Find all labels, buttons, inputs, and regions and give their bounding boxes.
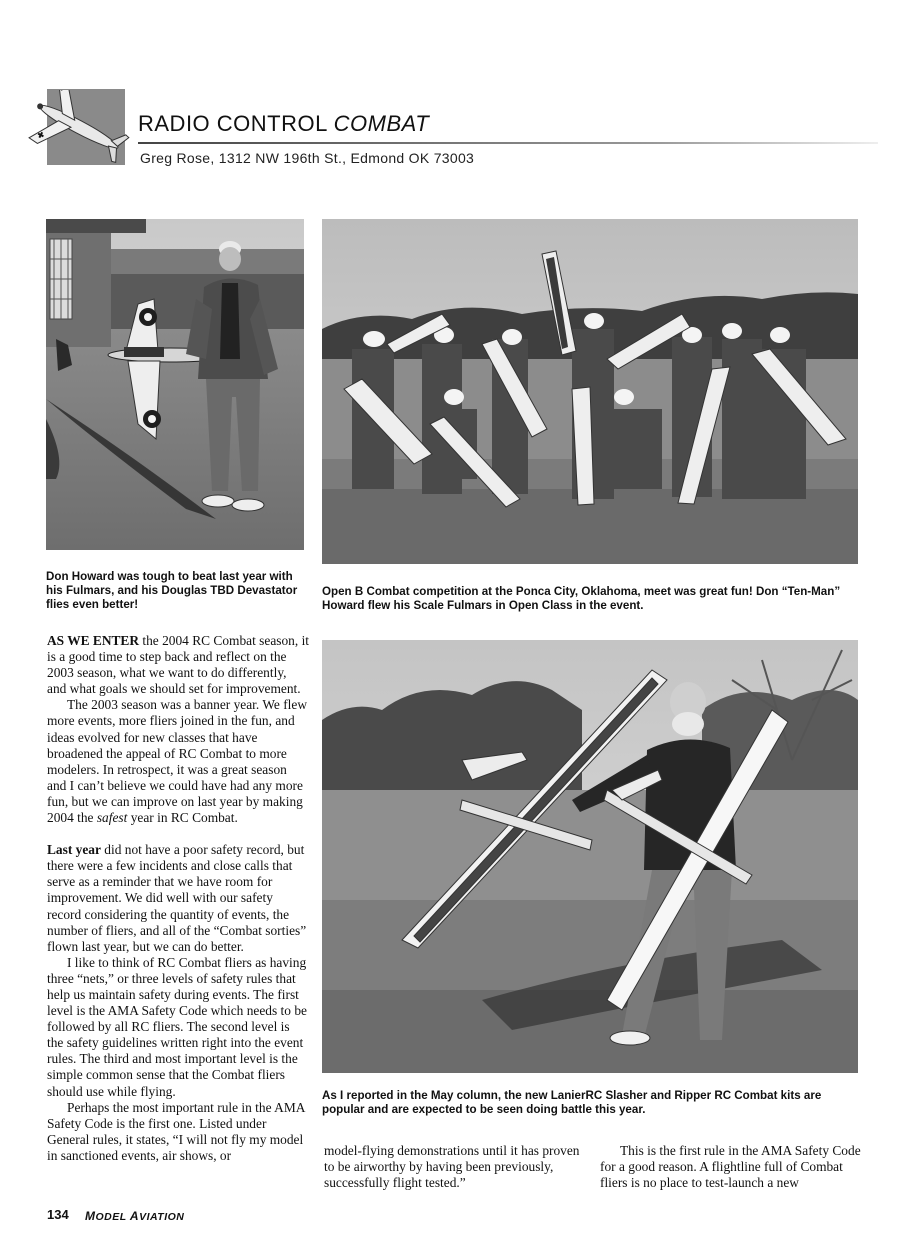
caption-photo-3: As I reported in the May column, the new LanierRC Slasher and Ripper RC Combat kits are popular and are expected to be seen doing battle this year. <box>322 1089 822 1116</box>
header-rule <box>138 142 878 144</box>
article-column-2 <box>324 1143 586 1191</box>
article-column-3 <box>600 1143 862 1191</box>
article-column-3-text: This is the first rule in the AMA Safety Code for a good reason. A flightline full of Combat fliers is no place to test-launch a new <box>600 1143 861 1191</box>
article-paragraph-5: Perhaps the most important rule in the AMA Safety Code is the first one. Listed under General rules, it states, “I will not fly my model in sanctioned events, air shows, or <box>47 1099 305 1163</box>
column-title-italic: COMBAT <box>333 111 430 136</box>
column-title-regular: RADIO CONTROL <box>138 111 328 136</box>
photo-ponca-city-group <box>322 219 858 564</box>
photo-don-howard-fulmar <box>46 219 304 550</box>
paragraph-2-text-b: year in RC Combat. <box>127 810 238 826</box>
magazine-name-m: M <box>85 1209 96 1223</box>
caption-photo-2: Open B Combat competition at the Ponca City, Oklahoma, meet was great fun! Don “Ten-Man” Howard flew his Scale Fulmars in Open Class in the event. <box>322 585 841 612</box>
article-paragraph-4: I like to think of RC Combat fliers as having three “nets,” or three levels of safety rules that help us maintain safety during events. The first level is the AMA Safety Code which needs to be followed by all RC fliers. The second level is the safety guidelines written right into the event rules. The third and most important level is the simple common sense that the Combat fliers should use while flying. <box>47 954 307 1099</box>
lead-in-last-year: Last year <box>47 842 101 858</box>
magazine-name-odel: ODEL <box>95 1211 127 1223</box>
magazine-name-viation: VIATION <box>139 1211 185 1223</box>
caption-photo-1: Don Howard was tough to beat last year with his Fulmars, and his Douglas TBD Devastator flies even better! <box>46 570 298 611</box>
article-column-1 <box>47 633 309 1164</box>
author-byline: Greg Rose, 1312 NW 196th St., Edmond OK 73003 <box>140 150 475 166</box>
emphasis-safest: safest <box>96 810 128 826</box>
article-paragraph-2 <box>47 697 309 826</box>
magazine-name-a: A <box>129 1209 140 1223</box>
paragraph-2-text-a: The 2003 season was a banner year. We flew more events, more fliers joined in the fun, and ideas evolved for new classes that have broadened the appeal of RC Combat to more modelers. In retrospect, it was a great season and I can’t believe we could have had any more fun, but we can improve on last year by making 2004 the <box>47 697 307 826</box>
lead-in-as-we-enter: AS WE ENTER <box>47 633 140 648</box>
paragraph-3-text: did not have a poor safety record, but there were a few incidents and close calls that serve as a reminder that we have room for improvement. We did well with our safety record considering the quantity of events, the number of fliers, and all of the “Combat sorties” flown last year, but we can do better. <box>47 842 307 954</box>
column-title <box>138 111 429 137</box>
article-column-2-text: model-flying demonstrations until it has proven to be airworthy by having been previously, successfully flight tested.” <box>324 1143 580 1191</box>
magazine-name <box>85 1209 184 1223</box>
paragraph-1-text: the 2004 RC Combat season, it is a good time to step back and reflect on the 2003 season, what we want to do differently, and what goals we should set for improvement. <box>47 633 310 697</box>
photo-lanierrc-kits <box>322 640 858 1073</box>
page-number: 134 <box>47 1207 69 1222</box>
combat-plane-logo <box>18 90 140 164</box>
article-paragraph-1 <box>47 633 309 697</box>
article-paragraph-3 <box>47 842 309 955</box>
